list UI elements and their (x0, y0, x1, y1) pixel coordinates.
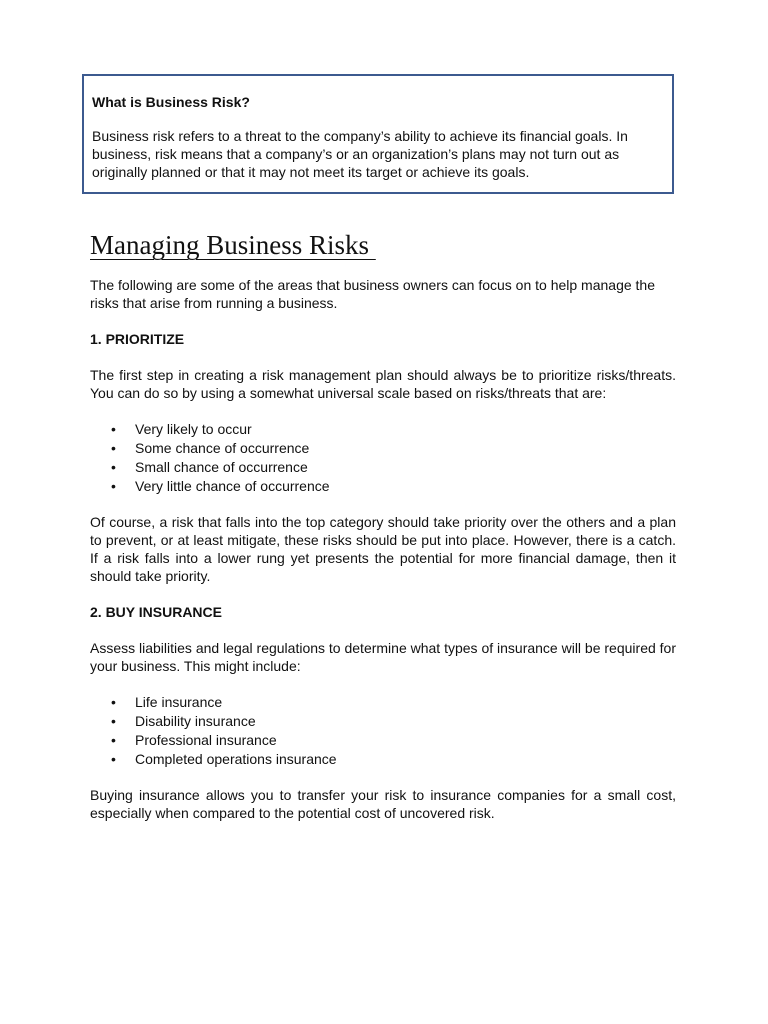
list-item: • Very likely to occur (111, 421, 252, 437)
bullet-icon: • (111, 732, 116, 748)
business-risk-callout-box (82, 74, 674, 194)
section-heading-prioritize: 1. PRIORITIZE (90, 331, 185, 347)
bullet-icon: • (111, 459, 116, 475)
bullet-icon: • (111, 713, 116, 729)
insurance-lead-paragraph: Assess liabilities and legal regulations to determine what types of insurance will be required for your business. This might include: (90, 640, 676, 674)
insurance-closing-paragraph: Buying insurance allows you to transfer your risk to insurance companies for a small cost, especially when compared to the potential cost of uncovered risk. (90, 787, 676, 821)
callout-title: What is Business Risk? (92, 94, 250, 110)
list-item: • Disability insurance (111, 713, 256, 729)
bullet-icon: • (111, 440, 116, 456)
bullet-icon: • (111, 751, 116, 767)
document-body (90, 276, 676, 822)
page-title: Managing Business Risks (90, 230, 376, 260)
list-item: • Some chance of occurrence (111, 440, 310, 456)
list-item: • Completed operations insurance (111, 751, 337, 767)
list-item: • Professional insurance (111, 732, 277, 748)
prioritize-lead-paragraph: The first step in creating a risk management plan should always be to prioritize risks/threats. You can do so by using a somewhat universal scale based on risks/threats that are: (90, 367, 676, 401)
section-heading-buy-insurance: 2. BUY INSURANCE (90, 604, 222, 620)
prioritize-closing-paragraph: Of course, a risk that falls into the top category should take priority over the others and a plan to prevent, or at least mitigate, these risks should be put into place. However, there is a catch. If a risk falls into a lower rung yet presents the potential for more financial damage, then it should take priority. (90, 514, 676, 584)
bullet-icon: • (111, 421, 116, 437)
callout-body: Business risk refers to a threat to the company’s ability to achieve its financial goals. In business, risk means that a company’s or an organization’s plans may not turn out as originally planned or that it may not meet its target or achieve its goals. (92, 128, 628, 180)
risk-likelihood-list (90, 420, 676, 496)
list-item: • Very little chance of occurrence (111, 478, 330, 494)
intro-paragraph: The following are some of the areas that business owners can focus on to help manage the risks that arise from running a business. (90, 277, 656, 311)
list-item: • Small chance of occurrence (111, 459, 308, 475)
bullet-icon: • (111, 478, 116, 494)
list-item: • Life insurance (111, 694, 223, 710)
insurance-types-list (90, 693, 676, 769)
bullet-icon: • (111, 694, 116, 710)
